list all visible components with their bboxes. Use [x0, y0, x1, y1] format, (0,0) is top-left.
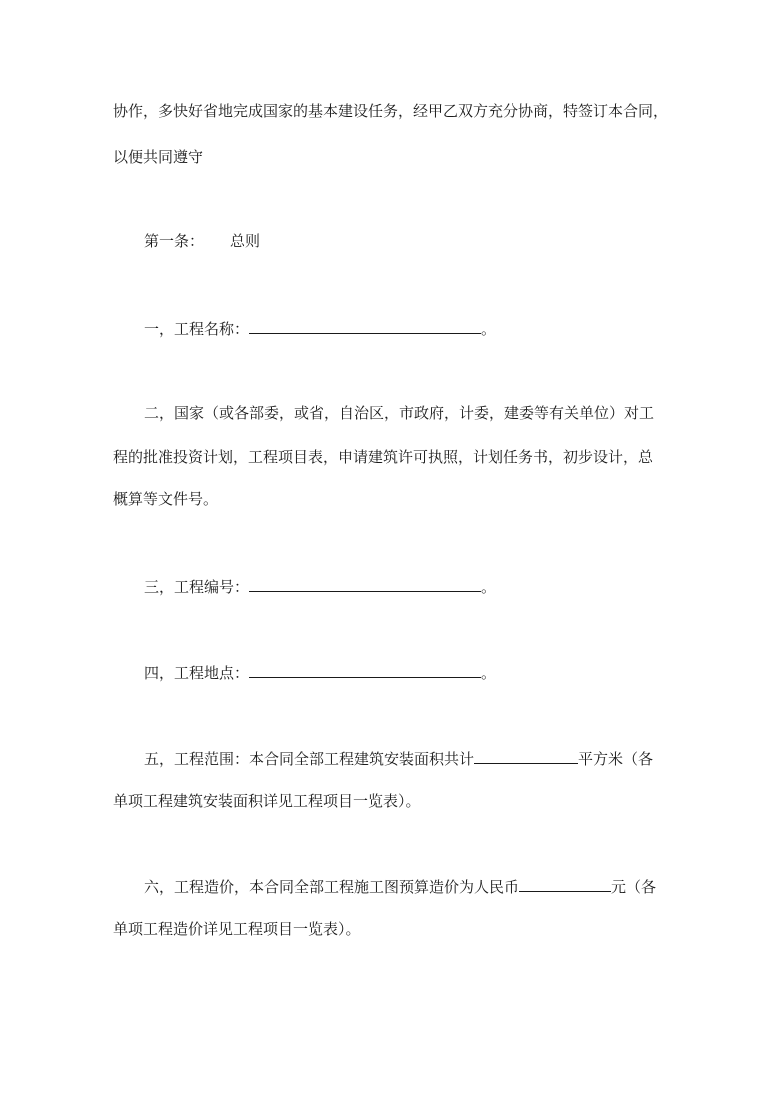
item-3-project-number: [144, 575, 496, 595]
item-5-label: 五，工程范围：本合同全部工程建筑安装面积共计: [144, 750, 475, 768]
item-4-suffix: 。: [481, 664, 497, 682]
item-1-project-name: [144, 317, 496, 337]
intro-line-1: 协作，多快好省地完成国家的基本建设任务，经甲乙双方充分协商，特签订本合同，: [113, 102, 669, 120]
item-2-line-1: 二，国家（或各部委，或省，自治区，市政府，计委，建委等有关单位）对工: [144, 404, 655, 422]
article-1-label: 第一条：: [144, 232, 205, 250]
item-6-label: 六，工程造价，本合同全部工程施工图预算造价为人民币: [144, 878, 520, 896]
item-1-suffix: 。: [481, 320, 497, 338]
intro-line-2: 以便共同遵守: [113, 148, 204, 166]
item-1-label: 一，工程名称：: [144, 320, 250, 338]
area-blank[interactable]: [474, 747, 578, 764]
item-4-label: 四，工程地点：: [144, 664, 250, 682]
item-2-line-2: 程的批准投资计划，工程项目表，申请建筑许可执照，计划任务书，初步设计，总: [113, 448, 654, 466]
project-location-blank[interactable]: [249, 661, 481, 678]
item-6-line-2: 单项工程造价详见工程项目一览表）。: [113, 920, 361, 938]
item-2-line-3: 概算等文件号。: [113, 490, 219, 508]
article-1-title: 总则: [230, 232, 261, 250]
item-5-line-1: [144, 747, 653, 767]
item-3-label: 三，工程编号：: [144, 578, 250, 596]
item-5-suffix: 平方米（各: [578, 750, 654, 768]
item-5-line-2: 单项工程建筑安装面积详见工程项目一览表）。: [113, 792, 421, 810]
article-1-heading: [144, 231, 260, 251]
item-6-line-1: [144, 875, 656, 895]
project-number-blank[interactable]: [249, 575, 481, 592]
item-6-suffix: 元（各: [611, 878, 657, 896]
project-name-blank[interactable]: [249, 317, 481, 334]
cost-blank[interactable]: [519, 875, 611, 892]
item-3-suffix: 。: [481, 578, 497, 596]
item-4-project-location: [144, 661, 496, 681]
